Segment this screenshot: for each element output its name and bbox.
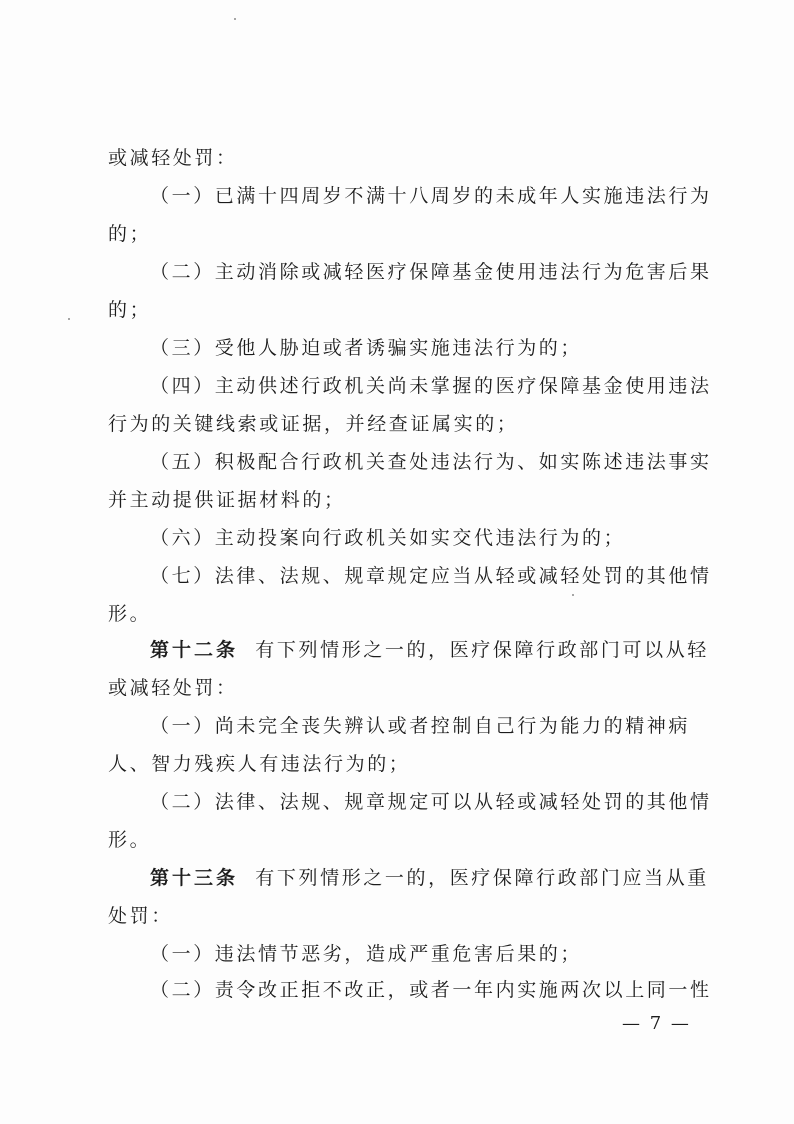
text-line: 人、智力残疾人有违法行为的； — [108, 753, 411, 775]
scan-speck — [68, 318, 70, 320]
text-line: （二）主动消除或减轻医疗保障基金使用违法行为危害后果 — [150, 261, 712, 283]
text-line: 的； — [108, 223, 152, 245]
text-line: （三）受他人胁迫或者诱骗实施违法行为的； — [150, 337, 583, 359]
text-line: （五）积极配合行政机关查处违法行为、如实陈述违法事实 — [150, 451, 712, 473]
text-line: （二）责令改正拒不改正，或者一年内实施两次以上同一性 — [150, 979, 712, 1001]
text-line: （一）违法情节恶劣，造成严重危害后果的； — [150, 943, 583, 965]
text-line: （四）主动供述行政机关尚未掌握的医疗保障基金使用违法 — [150, 375, 712, 397]
article-13-heading: 第十三条 — [150, 867, 239, 889]
scan-speck — [234, 18, 236, 20]
scan-speck — [572, 594, 574, 596]
text-line: 有下列情形之一的，医疗保障行政部门应当从重 — [255, 867, 709, 889]
text-line: 行为的关键线索或证据，并经查证属实的； — [108, 413, 519, 435]
text-line: 有下列情形之一的，医疗保障行政部门可以从轻 — [255, 639, 709, 661]
text-line: （七）法律、法规、规章规定应当从轻或减轻处罚的其他情 — [150, 565, 712, 587]
article-12-heading: 第十二条 — [150, 639, 239, 661]
text-line: （六）主动投案向行政机关如实交代违法行为的； — [150, 527, 626, 549]
text-line: （一）已满十四周岁不满十八周岁的未成年人实施违法行为 — [150, 185, 712, 207]
text-line: （二）法律、法规、规章规定可以从轻或减轻处罚的其他情 — [150, 791, 712, 813]
article-13-paragraph — [150, 866, 709, 890]
page-number: — 7 — — [622, 1013, 691, 1034]
text-line: 的； — [108, 299, 152, 321]
text-line: 并主动提供证据材料的； — [108, 489, 346, 511]
text-line: 处罚： — [108, 905, 173, 927]
text-line: （一）尚未完全丧失辨认或者控制自己行为能力的精神病 — [150, 715, 691, 737]
text-line: 或减轻处罚： — [108, 677, 238, 699]
text-line: 或减轻处罚： — [108, 147, 238, 169]
text-line: 形。 — [108, 603, 152, 625]
article-12-paragraph — [150, 638, 709, 662]
text-line: 形。 — [108, 829, 152, 851]
